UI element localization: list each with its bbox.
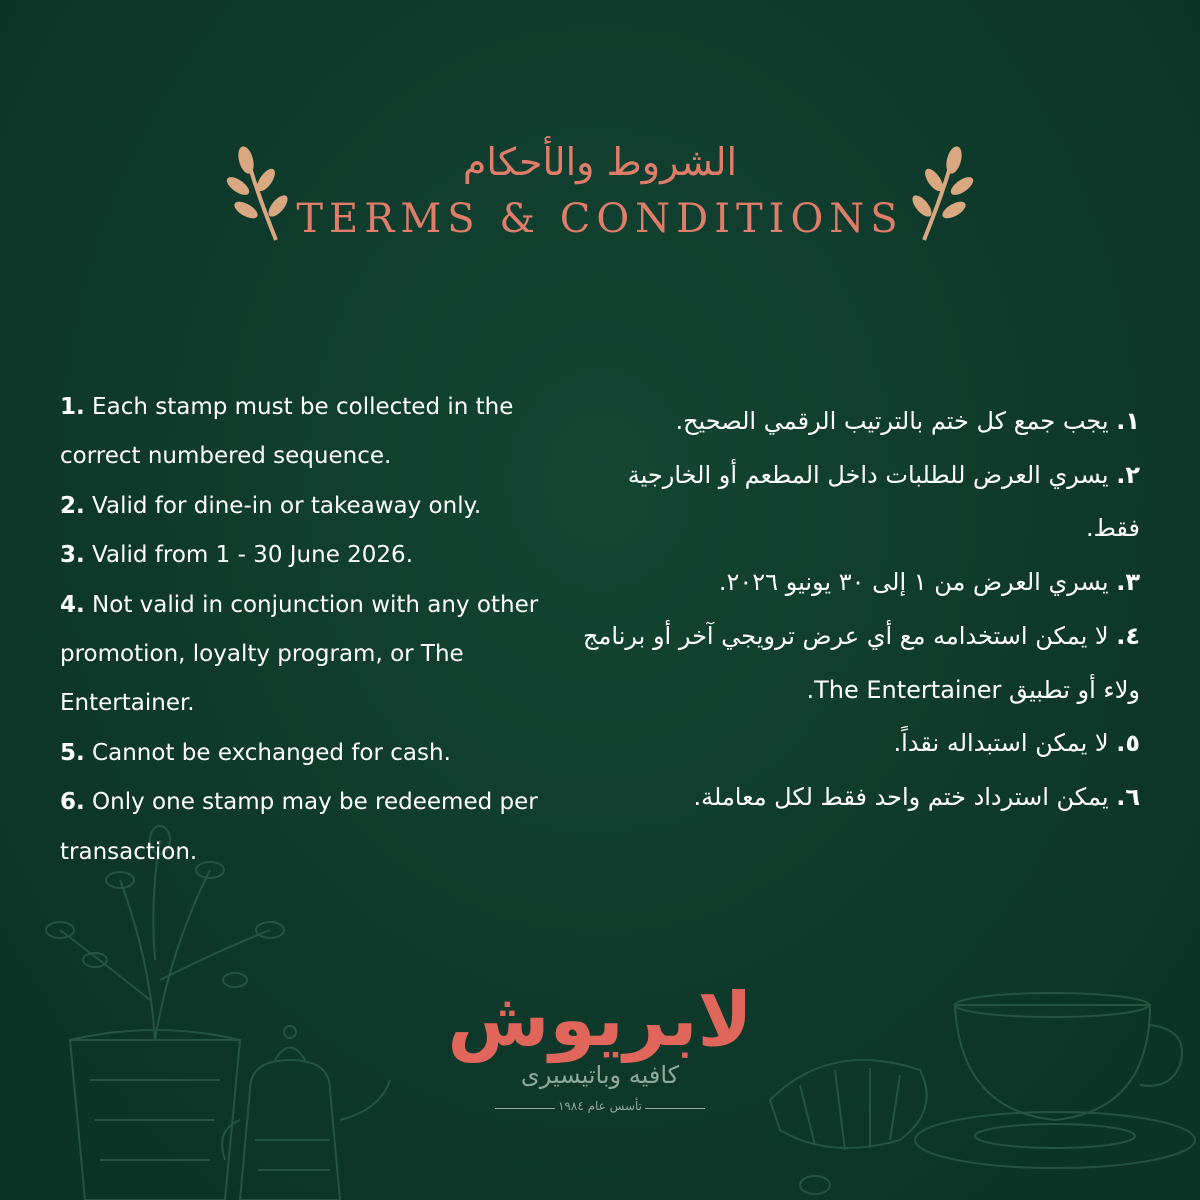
header bbox=[0, 130, 1200, 260]
item-number: ٦. bbox=[1116, 782, 1140, 811]
terms-item-ar-5 bbox=[580, 717, 1140, 771]
item-number: 3. bbox=[60, 542, 85, 569]
logo-divider bbox=[645, 1108, 705, 1109]
item-text: Not valid in conjunction with any other promotion, loyalty program, or The Entertainer. bbox=[60, 591, 539, 717]
item-text: Valid from 1 - 30 June 2026. bbox=[84, 542, 414, 569]
item-text: Cannot be exchanged for cash. bbox=[84, 739, 451, 766]
brand-logo bbox=[400, 975, 800, 1135]
logo-name: لابريوش bbox=[447, 977, 753, 1063]
terms-item-en-6 bbox=[60, 778, 580, 877]
logo-subtitle: كافيه وباتيسيرى bbox=[520, 1061, 680, 1089]
logo-established: تأسس عام ١٩٨٤ bbox=[557, 1099, 642, 1113]
title-arabic: الشروط والأحكام bbox=[462, 140, 738, 184]
item-number: ٥. bbox=[1116, 729, 1140, 758]
terms-item-ar-6 bbox=[580, 771, 1140, 825]
item-number: 4. bbox=[60, 591, 85, 618]
terms-item-en-2 bbox=[60, 482, 580, 531]
terms-item-en-4 bbox=[60, 581, 580, 729]
item-number: 6. bbox=[60, 789, 85, 816]
item-text: لا يمكن استبداله نقداً. bbox=[893, 729, 1117, 758]
terms-item-ar-3 bbox=[580, 556, 1140, 610]
terms-item-en-3 bbox=[60, 531, 580, 580]
item-text: Valid for dine-in or takeaway only. bbox=[84, 492, 482, 519]
terms-item-en-1 bbox=[60, 383, 580, 482]
item-number: ١. bbox=[1116, 407, 1140, 435]
item-text: Only one stamp may be redeemed per transaction. bbox=[60, 789, 538, 865]
item-number: 5. bbox=[60, 739, 85, 766]
item-text: لا يمكن استخدامه مع أي عرض ترويجي آخر أو برنامج ولاء أو تطبيق The Entertainer. bbox=[583, 621, 1140, 704]
terms-item-ar-1 bbox=[580, 395, 1140, 449]
terms-arabic-list bbox=[580, 395, 1140, 825]
terms-item-ar-2 bbox=[580, 449, 1140, 556]
item-text: يسري العرض من ١ إلى ٣٠ يونيو ٢٠٢٦. bbox=[718, 568, 1117, 597]
item-text: Each stamp must be collected in the correct numbered sequence. bbox=[60, 394, 514, 470]
title-english: TERMS & CONDITIONS bbox=[296, 196, 904, 242]
item-text: يسري العرض للطلبات داخل المطعم أو الخارجية فقط. bbox=[627, 460, 1140, 543]
terms-item-ar-4 bbox=[580, 610, 1140, 717]
item-number: 1. bbox=[60, 394, 85, 420]
terms-english-list bbox=[60, 383, 580, 877]
item-text: يمكن استرداد ختم واحد فقط لكل معاملة. bbox=[693, 782, 1117, 811]
item-number: 2. bbox=[60, 492, 85, 519]
terms-item-en-5 bbox=[60, 729, 580, 778]
item-text: يجب جمع كل ختم بالترتيب الرقمي الصحيح. bbox=[675, 407, 1117, 435]
item-number: ٤. bbox=[1116, 621, 1140, 650]
item-number: ٢. bbox=[1116, 460, 1140, 489]
item-number: ٣. bbox=[1116, 568, 1140, 597]
